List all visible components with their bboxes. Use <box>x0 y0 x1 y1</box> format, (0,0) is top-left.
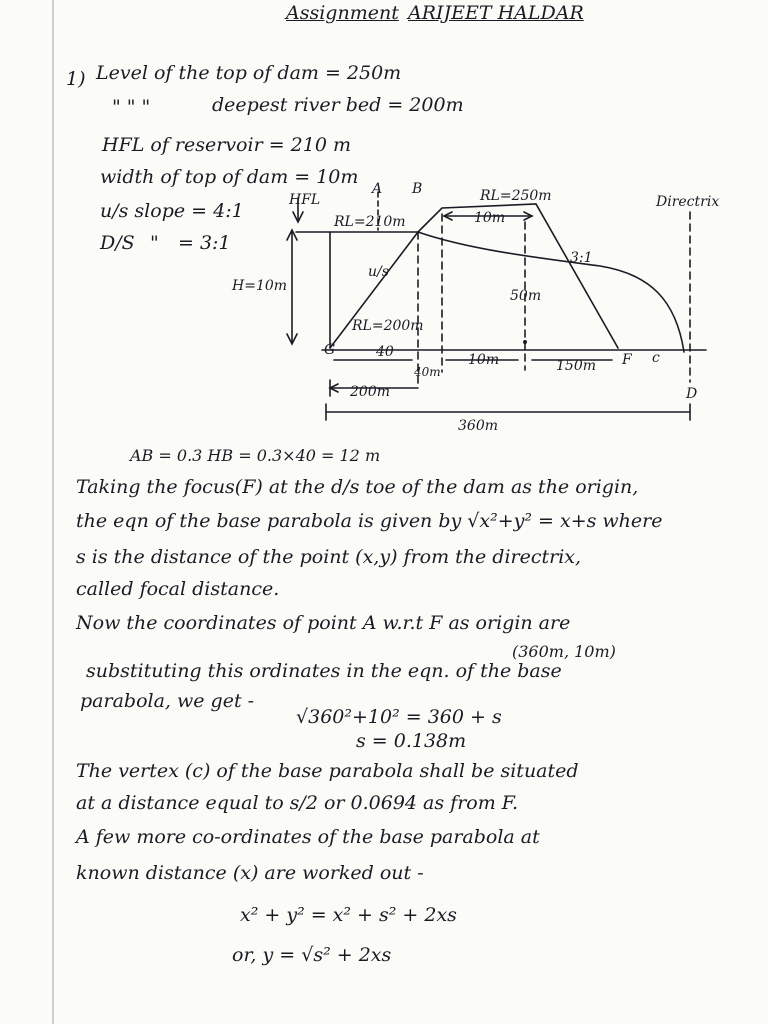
equation-3: x² + y² = x² + s² + 2xs <box>240 904 457 926</box>
label-50m: 50m <box>510 288 542 304</box>
label-rl-250: RL=250m <box>480 188 552 204</box>
label-dim-10: 10m <box>468 352 500 368</box>
label-rl-210: RL=210m <box>334 214 406 230</box>
given-line-2-ditto: " " " <box>112 96 151 118</box>
para4-line1: A few more co-ordinates of the base parabola at <box>76 826 540 848</box>
given-line-1: Level of the top of dam = 250m <box>96 62 402 84</box>
equation-1: √360²+10² = 360 + s <box>296 706 502 728</box>
label-c: c <box>652 350 660 366</box>
para2-line3: parabola, we get - <box>80 690 255 712</box>
para4-line2: known distance (x) are worked out - <box>76 862 424 884</box>
given-line-5: u/s slope = 4:1 <box>100 200 244 222</box>
label-dim-200: 200m <box>350 384 390 400</box>
point-a-coordinates: (360m, 10m) <box>512 642 616 661</box>
given-line-6-value: = 3:1 <box>178 232 231 254</box>
given-line-2: deepest river bed = 200m <box>212 94 464 116</box>
label-d: D <box>686 386 698 402</box>
para2-line2: substituting this ordinates in the eqn. of the base <box>86 660 562 682</box>
label-dim-360: 360m <box>458 418 498 434</box>
para1-line2: the eqn of the base parabola is given by √x²+y² = x+s where <box>76 510 663 532</box>
equation-2: s = 0.138m <box>356 730 467 752</box>
label-ds-slope: 3:1 <box>570 250 593 266</box>
para3-line1: The vertex (c) of the base parabola shall be situated <box>76 760 579 782</box>
phreatic-line <box>418 232 684 352</box>
label-h: H=10m <box>232 278 288 294</box>
given-line-6-label: D/S <box>100 232 135 254</box>
label-hfl: HFL <box>289 192 321 208</box>
label-directrix: Directrix <box>656 194 720 210</box>
label-rl-200: RL=200m <box>352 318 424 334</box>
para1-line4: called focal distance. <box>76 578 280 600</box>
dam-profile <box>418 204 618 348</box>
given-line-6-ditto: " <box>150 232 159 254</box>
label-us: u/s <box>368 264 389 280</box>
para3-line2: at a distance equal to s/2 or 0.0694 as from F. <box>76 792 519 814</box>
label-dim-150: 150m <box>556 358 596 374</box>
para1-line1: Taking the focus(F) at the d/s toe of the dam as the origin, <box>76 476 639 498</box>
given-line-3: HFL of reservoir = 210 m <box>102 134 351 156</box>
author-name: ARIJEET HALDAR <box>408 2 584 24</box>
assignment-title: Assignment <box>286 2 399 24</box>
given-line-4: width of top of dam = 10m <box>100 166 359 188</box>
label-tiny-note: 40m <box>414 365 441 379</box>
label-dim-40: 40 <box>376 344 394 360</box>
label-top-width: 10m <box>474 210 506 226</box>
equation-4: or, y = √s² + 2xs <box>232 944 392 966</box>
question-number: 1) <box>66 68 86 90</box>
ab-equation: AB = 0.3 HB = 0.3×40 = 12 m <box>130 446 381 465</box>
label-g: G <box>324 342 336 358</box>
para1-line3: s is the distance of the point (x,y) from the directrix, <box>76 546 582 568</box>
point-marker <box>523 340 527 344</box>
label-a: A <box>372 181 383 197</box>
para2-line1: Now the coordinates of point A w.r.t F as origin are <box>76 612 571 634</box>
label-f: F <box>622 352 632 368</box>
label-b: B <box>412 181 423 197</box>
